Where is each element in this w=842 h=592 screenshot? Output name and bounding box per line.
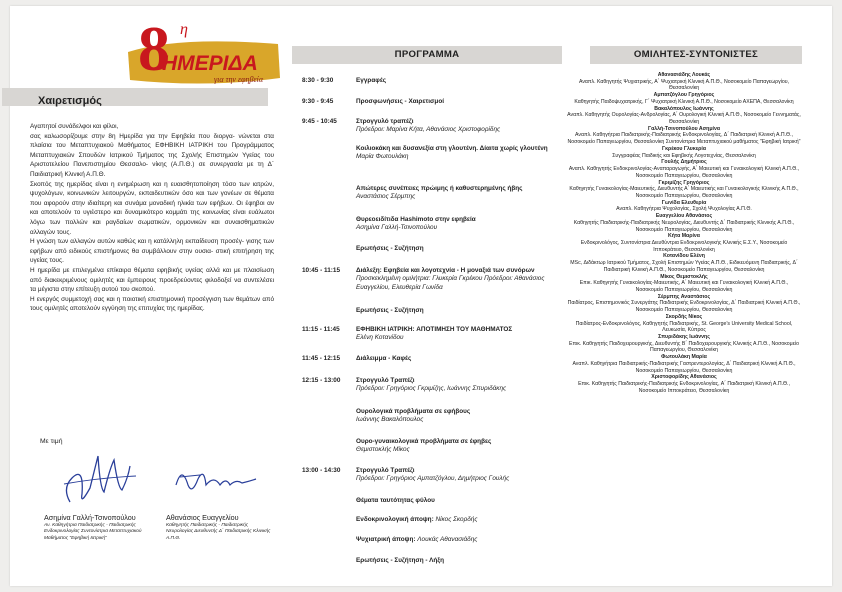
speaker-name: Φωτουλάκη Μαρία xyxy=(661,354,707,361)
letter-paragraph: Σκοπός της ημερίδας είναι η ενημέρωση και η ευαισθητοποίηση τόσο των ιατρών, ψυχολόγων, κοινωνικών λειτουργών, εκπαιδευτικών όσο και των γονέων σε θέματα που αφορούν στην ιδιαίτερη και συνάμα μοναδική ηλικία των εφήβων. Οι έφηβοι αν και αποτελούν το υγιέστερο και δυναμικότερο κομμάτι της κοινωνίας είναι ευάλωτοι λόγω των πολλών και ραγδαίων σωματικών, ορμονικών και συναισθηματικών αλλαγών τους. xyxy=(30,180,274,236)
program-entry-title: Προσφωνήσεις - Χαιρετισμοί xyxy=(356,98,444,105)
program-time: 9:45 - 10:45 xyxy=(302,118,337,125)
speaker-entry xyxy=(566,253,802,273)
speaker-role: MSc, Διδάκτωρ Ιατρικού Τμήματος, Σχολή Επιστημών Υγείας Α.Π.Θ., Ειδικευόμενη Παιδιατρικής, Δ΄ Παιδιατρική Κλινική Α.Π.Θ., Νοσοκομείο Παπαγεωργίου, Θεσσαλονίκη xyxy=(570,260,798,273)
program-entry-sub: Αναστάσιος Σέρμπης xyxy=(356,193,416,201)
program-entry-title: Ερωτήσεις - Συζήτηση xyxy=(356,245,424,252)
speaker-role: Αναπλ. Καθηγήτρια Ψυχολογίας, Σχολή Ψυχολογίας Α.Π.Θ. xyxy=(616,206,752,213)
speaker-role: Αναπλ. Καθηγήτρια Παιδιατρικής-Παιδιατρικής Γαστρεντερολογίας, Δ΄ Παιδιατρική Κλινική Α.Π.Θ., Νοσοκομείο Παπαγεωργίου, Θεσσαλονίκη xyxy=(572,360,796,374)
logo-subtitle: για την εφηβεία xyxy=(214,75,264,84)
logo-word: ΗΜΕΡΙΔΑ xyxy=(162,52,258,75)
program-entry xyxy=(356,467,566,484)
program-entry-sub: Ασημίνα Γαλλή-Τσινοπούλου xyxy=(356,224,438,232)
speaker-role: Αναπλ. Καθηγητής Ενδοκρινολογίας-Αναπαραγωγής, Α΄ Μαιευτική και Γυναικολογική Κλινική Α.Π.Θ., Νοσοκομείο Παπαγεωργίου, Θεσσαλονίκη xyxy=(568,166,800,179)
speaker-role: Παιδίατρος, Επιστημονικός Συνεργάτης Παιδιατρικής Ενδοκρινολογίας, Δ΄ Παιδιατρική Κλινική Α.Π.Θ., Νοσοκομείο Παπαγεωργίου, Θεσσαλονίκη xyxy=(567,300,801,314)
greeting-letter xyxy=(30,122,274,314)
program-entry-sub: Προσκεκλημένη ομιλήτρια: Γλυκερία Γκρέκου Πρόεδροι: Αθανάσιος Ευαγγελίου, Ελευθερία Γωνίδα xyxy=(356,275,545,291)
speaker-role: Επικ. Καθηγητής Παιδιατρικής-Παιδιατρικής Ενδοκρινολογίας, Α΄ Παιδιατρική Κλινική Α.Π.Θ., Νοσοκομείο Ιπποκράτειο, Θεσσαλονίκη xyxy=(578,381,790,394)
letter-paragraph: Η ημερίδα με επιλεγμένα επίκαιρα θέματα εφηβικής υγείας αλλά και με πλαισίωση από διακεκριμένους ομιλητές και έμπειρους προεδρεύοντες φιλοδοξεί να συντελέσει τα μέγιστα στην επίτευξη αυτού του σκοπού. xyxy=(30,266,274,294)
program-time: 11:15 - 11:45 xyxy=(302,326,340,333)
speaker-entry xyxy=(566,233,802,253)
speaker-name: Σέρμπης Αναστάσιος xyxy=(657,293,711,300)
letter-paragraph: σας καλωσορίζουμε στην 8η Ημερίδα για την Εφηβεία που διοργα- νώνεται στα πλαίσια του Μεταπτυχιακού Μαθήματος ΕΦΗΒΙΚΗ ΙΑΤΡΙΚΗ του Προγράμματος Μεταπτυχιακών Σπουδών Ιατρικού Τμήματος της Σχολής Επιστημών Υγείας του Αριστοτελείου Πανεπιστημίου Θεσσαλο- νίκης (Α.Π.Θ.) σε συνεργασία με τη Δ΄ Παιδιατρική Κλινική Α.Π.Θ. xyxy=(30,132,274,178)
program-entry xyxy=(356,497,566,505)
speaker-entry xyxy=(566,146,802,159)
program-entry-title: Θυρεοειδίτιδα Hashimoto στην εφηβεία xyxy=(356,216,476,223)
speaker-entry xyxy=(566,354,802,374)
program-entry xyxy=(356,98,566,106)
program-entry-sub: Ελένη Κοτανίδου xyxy=(356,334,404,342)
speaker-entry xyxy=(566,334,802,354)
signer-evangeliou xyxy=(166,514,276,542)
program-entry-title: Ερωτήσεις - Συζήτηση xyxy=(356,307,424,314)
program-entry xyxy=(356,118,566,135)
program-entry-sub: Πρόεδροι: Γρηγόριος Γκριμίζης, Ιωάννης Σπυριδάκης xyxy=(356,385,507,393)
letter-paragraph: Η γνώση των αλλαγών αυτών καθώς και η κατάλληλη εκπαίδευση προσέγ- γισης των εφήβων από ειδικούς επιστήμονες θα συμβάλλουν στην ουσια- στική επιτήρηση της υγείας τους. xyxy=(30,238,274,265)
speaker-name: Κοτανίδου Ελένη xyxy=(663,253,705,260)
speaker-entry xyxy=(566,374,802,394)
program-entry xyxy=(356,145,566,162)
speaker-role: Καθηγητής Γυναικολογίας-Μαιευτικής, Διευθυντής Α΄ Μαιευτικής και Γυναικολογικής Κλινικής Α.Π.Θ., Νοσοκομείο Παπαγεωργίου, Θεσσαλονίκη xyxy=(569,186,799,199)
program-entry-sub: Μαρία Φωτουλάκη xyxy=(356,153,409,161)
speaker-role: Επικ. Καθηγητής Γυναικολογίας-Μαιευτικής, Α΄ Μαιευτική και Γυναικολογική Κλινική Α.Π.Θ., Νοσοκομείο Παπαγεωργίου, Θεσσαλονίκη xyxy=(579,280,789,293)
speaker-role: Επικ. Καθηγητής Παιδοχειρουργικής, Διευθυντής Β΄ Παιδοχειρουργικής Κλινικής Α.Π.Θ., Νοσοκομείο Παπαγεωργίου, Θεσσαλονίκη xyxy=(569,340,799,354)
speaker-entry xyxy=(566,294,802,314)
program-entry-title: Εγγραφές xyxy=(356,77,387,84)
speaker-role: Παιδίατρος-Ενδοκρινολόγος, Καθηγητής Παιδιατρικής, St. George's University Medical School, Λευκωσία, Κύπρος xyxy=(575,320,793,334)
speaker-role: Καθηγητής Παιδοψυχιατρικής, Γ΄ Ψυχιατρική Κλινική Α.Π.Θ., Νοσοκομείο ΑΧΕΠΑ, Θεσσαλονίκη xyxy=(574,98,794,105)
program-entry-title: Ουρο-γυναικολογικά προβλήματα σε έφηβες xyxy=(356,438,492,445)
signer-role: Καθηγητής Παιδιατρικής - Παιδιατρικής Νευρολογίας Διευθυντής Δ΄ Παιδιατρικής Κλινικής Α.Π.Θ. xyxy=(166,523,271,541)
speaker-name: Γωνίδα Ελευθερία xyxy=(661,199,707,206)
speaker-entry xyxy=(566,213,802,233)
signature-evangeliou xyxy=(170,455,260,505)
speaker-name: Βακαλόπουλος Ιωάννης xyxy=(654,105,714,112)
program-entry xyxy=(356,245,566,253)
program-entry-title: Κοιλιοκάκη και δυσανεξία στη γλουτένη. Δίαιτα χωρίς γλουτένη xyxy=(356,145,548,152)
program-time: 13:00 - 14:30 xyxy=(302,467,341,474)
speakers-title: ΟΜΙΛΗΤΕΣ-ΣΥΝΤΟΝΙΣΤΕΣ xyxy=(633,49,759,60)
speaker-role: Αναπλ. Καθηγητής Ψυχιατρικής, Α΄ Ψυχιατρική Κλινική Α.Π.Θ., Νοσοκομείο Παπαγεωργίου, Θεσσαλονίκη xyxy=(578,78,790,92)
greeting-title: Χαιρετισμός xyxy=(38,95,102,107)
speaker-entry xyxy=(566,106,802,126)
speaker-entry xyxy=(566,180,802,200)
speaker-entry xyxy=(566,72,802,92)
program-time: 10:45 - 11:15 xyxy=(302,267,341,274)
event-logo xyxy=(118,14,288,94)
speaker-role: Αναπλ. Καθηγητής Ουρολογίας-Ανδρολογίας, Α΄ Ουρολογική Κλινική Α.Π.Θ., Νοσοκομείο Γεννηματάς, Θεσσαλονίκη xyxy=(567,112,801,126)
program-entry-title: Ουρολογικά προβλήματα σε εφήβους xyxy=(356,408,471,415)
letter-paragraph: Αγαπητοί συνάδελφοι και φίλοι, xyxy=(30,123,119,130)
program-entry-sub: Λουκάς Αθανασιάδης xyxy=(417,536,478,543)
program-entry-sub: Νίκος Σκορδής xyxy=(435,516,478,523)
speaker-name: Γκρέκου Γλυκερία xyxy=(661,145,707,152)
program-entry xyxy=(356,326,566,343)
program-entry-title: Ενδοκρινολογική άποψη: xyxy=(356,516,434,523)
program-entry xyxy=(356,77,566,85)
speaker-entry xyxy=(566,200,802,213)
program-entry-title: Στρογγυλό Τραπέζι xyxy=(356,377,415,384)
program-time: 9:30 - 9:45 xyxy=(302,98,334,105)
program-entry xyxy=(356,536,566,544)
speaker-name: Αθανασιάδης Λουκάς xyxy=(657,72,711,78)
speaker-role: Συγγραφέας Παιδικής και Εφηβικής Λογοτεχνίας, Θεσσαλονίκη xyxy=(612,152,756,159)
logo-superscript: η xyxy=(180,21,188,38)
program-entry-title: Στρογγυλό Τραπέζι xyxy=(356,467,415,474)
program-entry-sub: Ιωάννης Βακαλόπουλος xyxy=(356,416,424,424)
speaker-name: Κήτα Μαρίνα xyxy=(668,233,700,240)
letter-paragraph: Η ενεργός συμμετοχή σας και η ποιοτική επιστημονική προσέγγιση των θεμάτων από τους ομιλητές αποτελούν εγγύηση της επιτυχίας της ημερίδας. xyxy=(30,295,274,313)
program-entry xyxy=(356,216,566,233)
signer-gallis xyxy=(44,514,164,542)
program-entry-title: Διάλεξη: Εφηβεία και λογοτεχνία - Η μοναξιά των συνόρων xyxy=(356,267,535,274)
program-time: 11:45 - 12:15 xyxy=(302,355,341,362)
program-entry xyxy=(356,377,566,394)
speaker-role: Ενδοκρινολόγος, Συντονίστρια Διευθύντρια Ενδοκρινολογικής Κλινικής Ε.Σ.Υ., Νοσοκομείο Ιπποκράτειο, Θεσσαλονίκη xyxy=(580,239,788,253)
speaker-name: Σπυριδάκης Ιωάννης xyxy=(658,334,710,341)
program-entry xyxy=(356,438,566,455)
signer-role: Αν. Καθηγήτρια Παιδιατρικής - Παιδιατρικής Ενδοκρινολογίας Συντονίστρια Μεταπτυχιακού Μαθήματος "Εφηβική Ιατρική" xyxy=(44,523,142,541)
speaker-name: Αμπατζόγλου Γρηγόριος xyxy=(653,92,715,99)
program-entry xyxy=(356,408,566,425)
program-entry xyxy=(356,267,566,292)
program-time: 8:30 - 9:30 xyxy=(302,77,334,84)
program-time: 12:15 - 13:00 xyxy=(302,377,341,384)
program-entry-title: Διάλειμμα - Καφές xyxy=(356,355,412,362)
letter-closing: Με τιμή xyxy=(40,438,63,445)
speaker-entry xyxy=(566,274,802,294)
speaker-role: Αναπλ. Καθηγήτρια Παιδιατρικής-Παιδιατρικής Ενδοκρινολογίας, Δ΄ Παιδιατρική Κλινική Α.Π.Θ., Νοσοκομείο Παπαγεωργίου, Θεσσαλονίκη Συντονίστρια Μεταπτυχιακού μαθήματος "Εφηβική Ιατρική" xyxy=(567,132,801,146)
program-entry-title: Ψυχιατρική άποψη: xyxy=(356,536,416,543)
speaker-name: Σκορδής Νίκος xyxy=(665,313,703,320)
speaker-entry xyxy=(566,159,802,179)
program-entry-sub: Θεμιστοκλής Μίκος xyxy=(356,446,410,454)
signature-gallis xyxy=(58,448,138,510)
program-entry xyxy=(356,355,566,363)
speaker-entry xyxy=(566,92,802,105)
logo-number: 8 xyxy=(138,14,170,84)
program-title: ΠΡΟΓΡΑΜΜΑ xyxy=(394,49,460,60)
program-entry-sub: Πρόεδροι: Μαρίνα Κήτα, Αθανάσιος Χριστοφορίδης xyxy=(356,126,501,134)
program-entry-title: ΕΦΗΒΙΚΗ ΙΑΤΡΙΚΗ: ΑΠΟΤΙΜΗΣΗ ΤΟΥ ΜΑΘΗΜΑΤΟΣ xyxy=(356,326,513,333)
speaker-entry xyxy=(566,314,802,334)
program-entry-sub: Πρόεδροι: Γρηγόριος Αμπατζόγλου, Δημήτριος Γουλής xyxy=(356,475,510,483)
program-entry xyxy=(356,185,566,202)
program-entry xyxy=(356,557,566,565)
program-entry xyxy=(356,307,566,315)
program-entry-title: Θέματα ταυτότητας φύλου xyxy=(356,497,435,504)
speaker-name: Χριστοφορίδης Αθανάσιος xyxy=(651,374,717,381)
speaker-role: Καθηγητής Παιδιατρικής-Παιδιατρικής Νευρολογίας, Διευθυντής Δ΄ Παιδιατρικής Κλινικής Α.Π.Θ., Νοσοκομείο Παπαγεωργίου, Θεσσαλονίκη xyxy=(573,219,795,233)
speaker-name: Γκριμίζης Γρηγόριος xyxy=(658,179,710,186)
speaker-name: Γουλής Δημήτριος xyxy=(661,159,707,166)
logo-graphic xyxy=(118,14,288,94)
program-entry xyxy=(356,516,566,524)
program-entry-title: Απώτερες συνέπειες πρώιμης ή καθυστερημένης ήβης xyxy=(356,185,523,192)
speaker-name: Γαλλή-Τσινοπούλου Ασημίνα xyxy=(647,125,721,132)
program-entry-title: Στρογγυλό τραπέζι xyxy=(356,118,414,125)
program-entry-title: Ερωτήσεις - Συζήτηση - Λήξη xyxy=(356,557,445,564)
speakers-list xyxy=(566,72,802,395)
speaker-name: Ευαγγελίου Αθανάσιος xyxy=(655,213,713,220)
signer-name: Ασημίνα Γαλλή-Τσινοπούλου xyxy=(44,513,136,522)
signer-name: Αθανάσιος Ευαγγελίου xyxy=(166,513,239,522)
speaker-name: Μίκος Θεμιστοκλής xyxy=(660,273,708,280)
speaker-entry xyxy=(566,126,802,146)
